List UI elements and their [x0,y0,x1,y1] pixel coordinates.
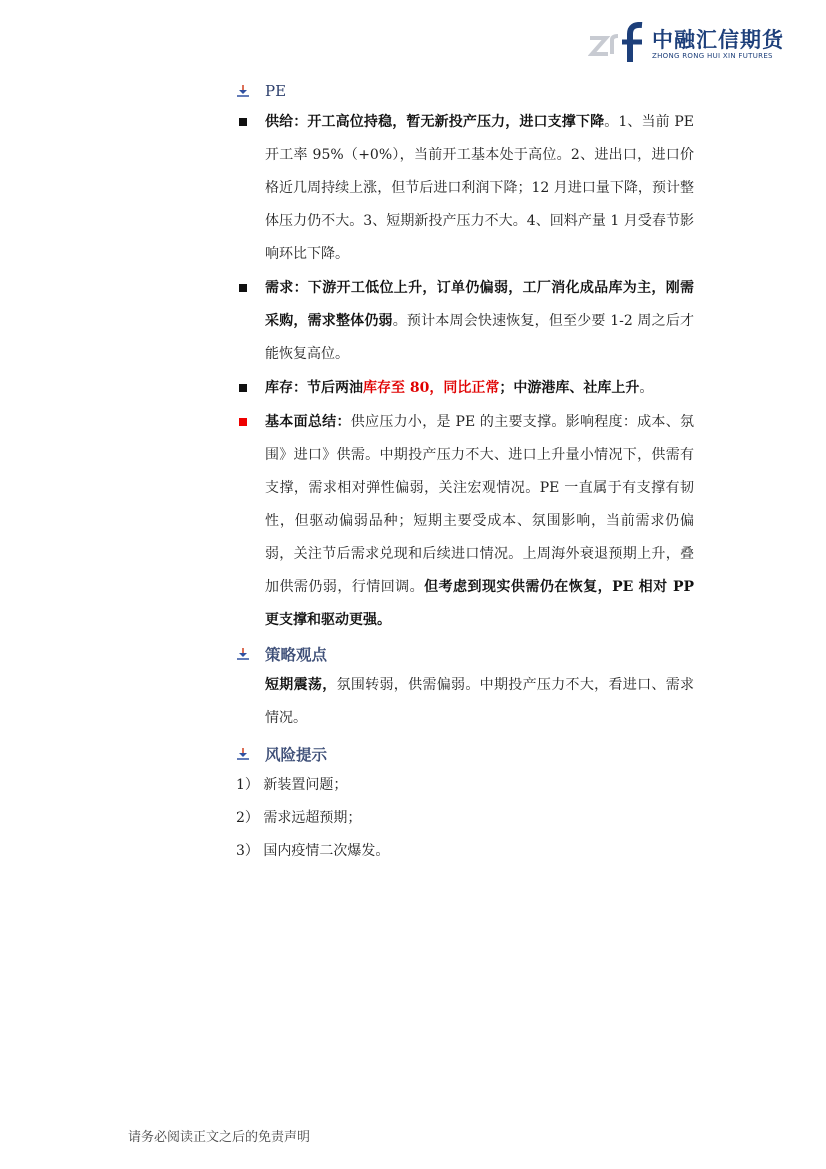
square-bullet-icon [239,384,247,392]
down-arrow-bullet-icon [236,747,250,761]
demand-text: 。预计本周会快速恢复，但至少要 1-2 周之后才能恢复高位。 [265,313,695,362]
risk-item: 3） 国内疫情二次爆发。 [236,843,390,859]
square-bullet-icon [239,284,247,292]
demand-label: 需求：下游开工低位上升，订单仍偏弱，工厂消化成品库为主，刚需采购，需求整体仍弱 [265,280,694,329]
section-heading-risk [236,739,694,769]
inventory-label: 库存：节后两油 [265,380,363,396]
supply-text: 。1、当前 PE 开工率 95%（+0%），当前开工基本处于高位。2、进出口，进口价格近几周持续上涨，但节后进口利润下降；12 月进口量下降，预计整体压力仍不大。3、短期新投产压力不大。4、回料产量 1 月受春节影响环比下降。 [265,114,694,262]
section-heading-strategy [236,639,694,669]
down-arrow-bullet-icon [236,647,250,661]
section-heading-pe [236,76,694,106]
zrf-logo-mark-icon [588,22,648,64]
square-bullet-icon [239,118,247,126]
heading-text: PE [265,82,287,100]
demand-bullet [236,272,694,371]
strategy-text: 氛围转弱，供需偏弱。中期投产压力不大，看进口、需求情况。 [265,677,695,726]
red-square-bullet-icon [239,418,247,426]
supply-label: 供给：开工高位持稳，暂无新投产压力，进口支撑下降 [265,114,605,130]
company-name-cn: 中融汇信期货 [652,28,784,52]
company-logo [588,22,784,64]
summary-label: 基本面总结： [265,414,351,430]
risk-item: 2） 需求远超预期； [236,810,362,826]
summary-bold-tail: 但考虑到现实供需仍在恢复，PE 相对 PP 更支撑和驱动更强。 [265,579,694,628]
company-name-en: ZHONG RONG HUI XIN FUTURES [652,52,773,60]
heading-text: 风险提示 [265,746,328,764]
summary-text: 供应压力小，是 PE 的主要支撑。影响程度：成本、氛围》进口》供需。中期投产压力不大、进口上升量小情况下，供需有支撑，需求相对弹性偏弱，关注宏观情况。PE 一直属于有支撑有韧性，但驱动偏弱品种；短期主要受成本、氛围影响，当前需求仍偏弱，关注节后需求兑现和后续进口情况。上周海外衰退预期上升，叠加供需仍弱，行情回调。 [265,414,694,595]
down-arrow-bullet-icon [236,84,250,98]
inventory-end: 。 [639,380,654,396]
report-body [236,76,694,868]
inventory-tail: ；中游港库、社库上升 [499,380,640,396]
strategy-paragraph [236,669,694,735]
heading-text: 策略观点 [265,646,328,664]
risk-item: 1） 新装置问题； [236,777,348,793]
supply-bullet [236,106,694,271]
summary-bullet [236,406,694,637]
inventory-bullet [236,372,694,405]
inventory-highlight: 库存至 80，同比正常 [363,380,500,396]
strategy-label: 短期震荡， [265,677,337,693]
footer-disclaimer: 请务必阅读正文之后的免责声明 [128,1130,311,1145]
